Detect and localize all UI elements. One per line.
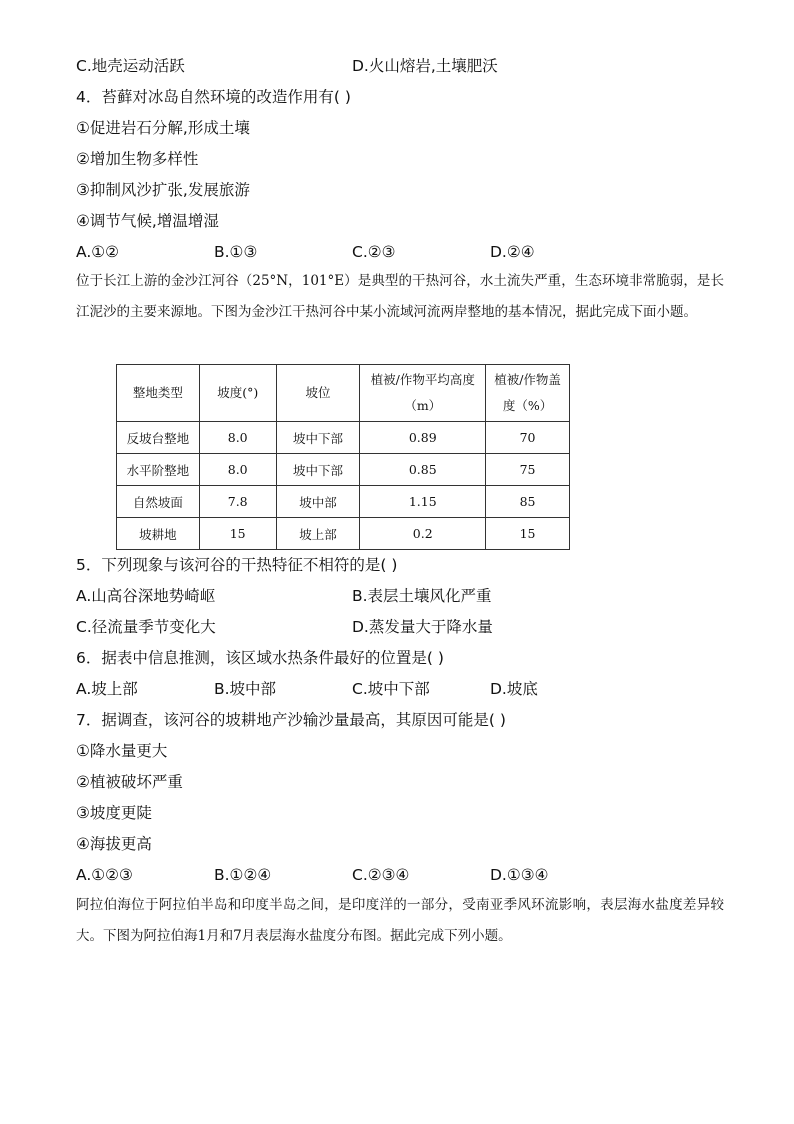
q7-item-1: ①降水量更大 (76, 742, 168, 760)
q7-option-d[interactable]: D.①③④ (490, 866, 549, 884)
q7-option-a[interactable]: A.①②③ (76, 866, 133, 884)
table-cell: 85 (486, 486, 570, 518)
table-row (117, 422, 570, 454)
q4-option-d[interactable]: D.②④ (490, 243, 535, 261)
table-header-row (117, 365, 570, 422)
table-cell: 75 (486, 454, 570, 486)
table-cell: 8.0 (199, 454, 276, 486)
table-cell: 自然坡面 (117, 486, 200, 518)
table-cell: 坡中部 (276, 486, 360, 518)
table-header-cell: 坡度(°) (199, 365, 276, 422)
option-c-prev[interactable]: C.地壳运动活跃 (76, 57, 185, 75)
q7-item-4: ④海拔更高 (76, 835, 152, 853)
q5-option-c[interactable]: C.径流量季节变化大 (76, 618, 216, 636)
table-cell: 15 (199, 518, 276, 550)
table-cell: 70 (486, 422, 570, 454)
table-row (117, 454, 570, 486)
q7-item-2: ②植被破坏严重 (76, 773, 183, 791)
table-header-cell: 坡位 (276, 365, 360, 422)
q6-option-d[interactable]: D.坡底 (490, 680, 538, 698)
q4-item-4: ④调节气候,增温增湿 (76, 212, 219, 230)
table-cell: 7.8 (199, 486, 276, 518)
table-cell: 坡上部 (276, 518, 360, 550)
table-cell: 水平阶整地 (117, 454, 200, 486)
q6-option-a[interactable]: A.坡上部 (76, 680, 138, 698)
table-cell: 0.85 (360, 454, 486, 486)
q5-option-d[interactable]: D.蒸发量大于降水量 (352, 618, 493, 636)
q4-option-b[interactable]: B.①③ (214, 243, 258, 261)
q7-option-c[interactable]: C.②③④ (352, 866, 410, 884)
q4-option-c[interactable]: C.②③ (352, 243, 396, 261)
q7-item-3: ③坡度更陡 (76, 804, 152, 822)
q4-option-a[interactable]: A.①② (76, 243, 120, 261)
q6-option-b[interactable]: B.坡中部 (214, 680, 277, 698)
question-7: 7．据调查，该河谷的坡耕地产沙输沙量最高，其原因可能是( ) (76, 711, 506, 729)
table-header-cell: 植被/作物盖度（%） (486, 365, 570, 422)
question-4: 4．苔藓对冰岛自然环境的改造作用有( ) (76, 88, 351, 106)
table-cell: 8.0 (199, 422, 276, 454)
q5-option-a[interactable]: A.山高谷深地势崎岖 (76, 587, 216, 605)
table-cell: 0.89 (360, 422, 486, 454)
table-cell: 坡耕地 (117, 518, 200, 550)
table-header-cell: 植被/作物平均高度（m） (360, 365, 486, 422)
q4-item-1: ①促进岩石分解,形成土壤 (76, 119, 250, 137)
table-row (117, 518, 570, 550)
question-6: 6．据表中信息推测，该区域水热条件最好的位置是( ) (76, 649, 444, 667)
table-cell: 坡中下部 (276, 454, 360, 486)
table-cell: 反坡台整地 (117, 422, 200, 454)
q4-item-2: ②增加生物多样性 (76, 150, 199, 168)
intro-paragraph-arabian-sea: 阿拉伯海位于阿拉伯半岛和印度半岛之间，是印度洋的一部分，受南亚季风环流影响，表层海水盐度差异较大。下图为阿拉伯海1月和7月表层海水盐度分布图。据此完成下列小题。 (76, 897, 724, 944)
option-d-prev[interactable]: D.火山熔岩,土壤肥沃 (352, 57, 498, 75)
q5-option-b[interactable]: B.表层土壤风化严重 (352, 587, 492, 605)
table-cell: 1.15 (360, 486, 486, 518)
q7-option-b[interactable]: B.①②④ (214, 866, 272, 884)
q4-item-3: ③抑制风沙扩张,发展旅游 (76, 181, 250, 199)
table-header-cell: 整地类型 (117, 365, 200, 422)
terrain-data-table (116, 364, 570, 550)
table-cell: 15 (486, 518, 570, 550)
table-row (117, 486, 570, 518)
intro-paragraph-jinsha: 位于长江上游的金沙江河谷（25°N，101°E）是典型的干热河谷，水土流失严重，生态环境非常脆弱，是长江泥沙的主要来源地。下图为金沙江干热河谷中某小流域河流两岸整地的基本情况，据此完成下面小题。 (76, 273, 724, 320)
table-cell: 坡中下部 (276, 422, 360, 454)
q6-option-c[interactable]: C.坡中下部 (352, 680, 430, 698)
table-cell: 0.2 (360, 518, 486, 550)
question-5: 5．下列现象与该河谷的干热特征不相符的是( ) (76, 556, 398, 574)
